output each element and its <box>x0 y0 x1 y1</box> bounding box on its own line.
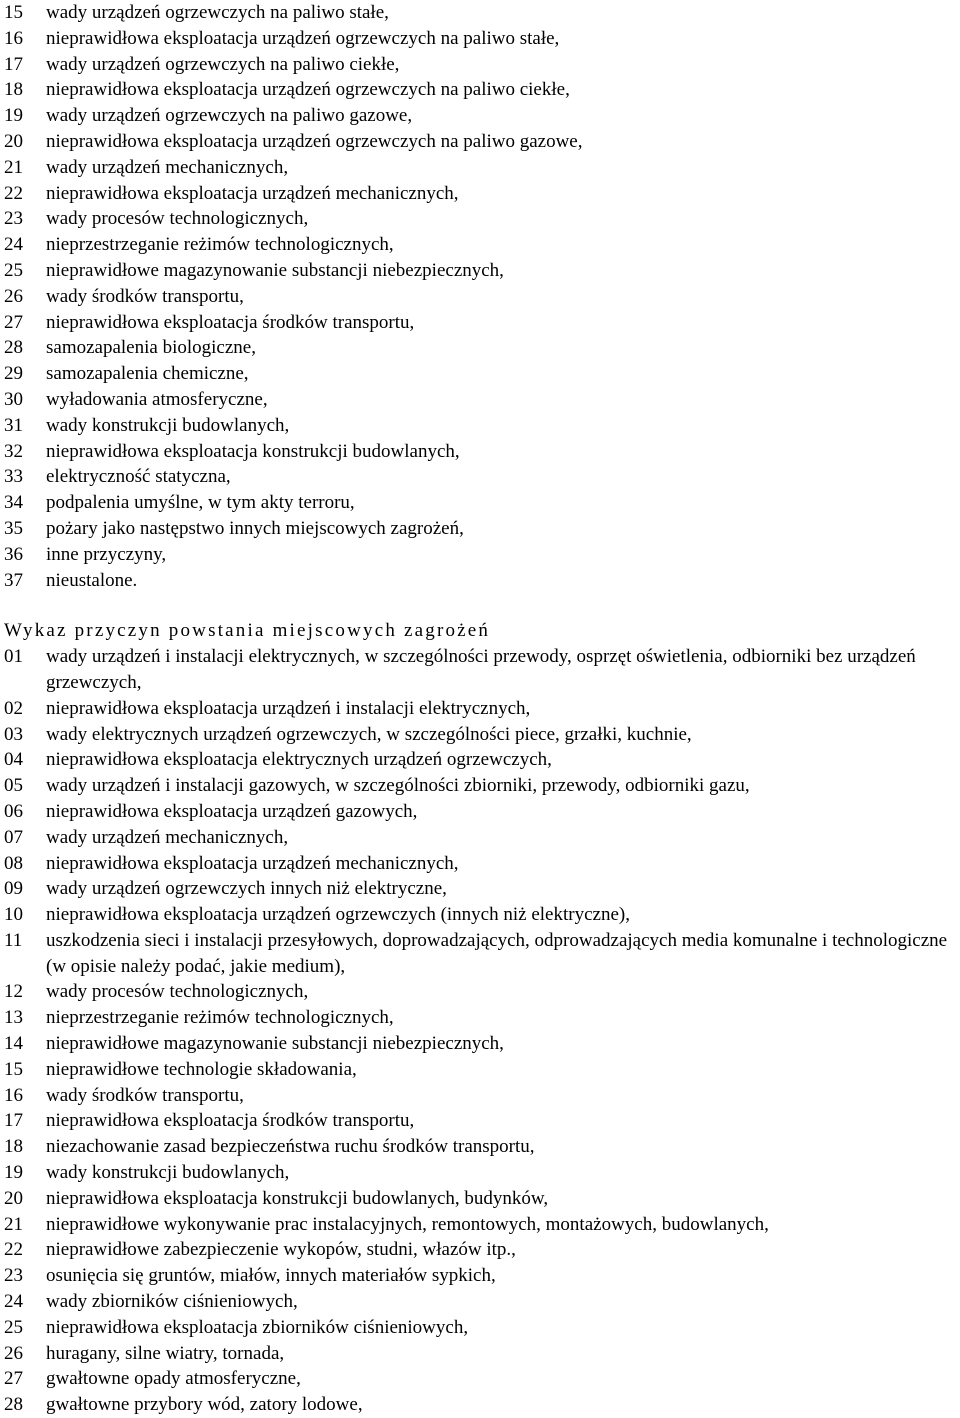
item-number: 20 <box>4 130 23 152</box>
item-number: 36 <box>4 543 23 565</box>
item-text: nieprawidłowe technologie składowania, <box>46 1058 357 1080</box>
item-text: nieprawidłowa eksploatacja urządzeń mechanicznych, <box>46 852 459 874</box>
list-item <box>0 1134 960 1160</box>
list-item <box>0 439 960 465</box>
item-text: wady procesów technologicznych, <box>46 208 309 230</box>
item-text: huragany, silne wiatry, tornada, <box>46 1342 285 1364</box>
item-number: 19 <box>4 1162 23 1184</box>
list-item <box>0 155 960 181</box>
item-number: 06 <box>4 800 23 822</box>
item-text: wady środków transportu, <box>46 1084 244 1106</box>
item-text: gwałtowne przybory wód, zatory lodowe, <box>46 1394 363 1416</box>
item-number: 30 <box>4 388 23 410</box>
list-item <box>0 387 960 413</box>
item-text: wady urządzeń mechanicznych, <box>46 826 289 848</box>
item-text: nieprawidłowa eksploatacja konstrukcji budowlanych, budynków, <box>46 1187 549 1209</box>
item-text: nieprawidłowa eksploatacja elektrycznych urządzeń ogrzewczych, <box>46 749 552 771</box>
item-text: nieprawidłowa eksploatacja urządzeń ogrzewczych na paliwo ciekłe, <box>46 79 570 101</box>
list-item <box>0 232 960 258</box>
list-item <box>0 516 960 542</box>
item-number: 23 <box>4 208 23 230</box>
item-text: uszkodzenia sieci i instalacji przesyłowych, doprowadzających, odprowadzających media komunalne i technologiczne (w opisie należy podać, jakie medium), <box>46 929 948 977</box>
local-hazard-causes-list <box>0 644 960 1418</box>
list-item <box>0 1160 960 1186</box>
list-item <box>0 464 960 490</box>
list-item <box>0 1237 960 1263</box>
item-text: inne przyczyny, <box>46 543 167 565</box>
list-item <box>0 722 960 748</box>
item-number: 25 <box>4 1316 23 1338</box>
fire-causes-list <box>0 0 960 593</box>
item-number: 20 <box>4 1187 23 1209</box>
list-item <box>0 181 960 207</box>
item-text: wady urządzeń ogrzewczych na paliwo stałe, <box>46 2 389 23</box>
item-text: nieprawidłowe zabezpieczenie wykopów, studni, włazów itp., <box>46 1239 516 1261</box>
item-number: 12 <box>4 981 23 1003</box>
list-item <box>0 413 960 439</box>
list-item <box>0 851 960 877</box>
list-item <box>0 1005 960 1031</box>
item-text: nieprawidłowa eksploatacja urządzeń ogrzewczych (innych niż elektryczne), <box>46 904 630 926</box>
item-number: 33 <box>4 466 23 488</box>
list-item <box>0 77 960 103</box>
item-number: 16 <box>4 1084 23 1106</box>
item-text: pożary jako następstwo innych miejscowych zagrożeń, <box>46 517 464 539</box>
list-item <box>0 206 960 232</box>
list-item <box>0 310 960 336</box>
list-item <box>0 284 960 310</box>
list-item <box>0 26 960 52</box>
item-number: 17 <box>4 53 23 75</box>
item-text: wady konstrukcji budowlanych, <box>46 414 290 436</box>
list-item <box>0 928 960 980</box>
item-text: gwałtowne opady atmosferyczne, <box>46 1368 301 1390</box>
item-number: 25 <box>4 259 23 281</box>
list-item <box>0 1186 960 1212</box>
list-item <box>0 1263 960 1289</box>
list-item <box>0 335 960 361</box>
item-number: 01 <box>4 646 23 668</box>
item-text: nieprawidłowa eksploatacja urządzeń i instalacji elektrycznych, <box>46 697 531 719</box>
item-text: wady elektrycznych urządzeń ogrzewczych, w szczególności piece, grzałki, kuchnie, <box>46 723 692 745</box>
list-item <box>0 129 960 155</box>
item-text: samozapalenia biologiczne, <box>46 337 256 359</box>
list-item <box>0 825 960 851</box>
item-number: 37 <box>4 569 23 591</box>
list-item <box>0 52 960 78</box>
item-number: 34 <box>4 492 23 514</box>
list-item <box>0 1392 960 1418</box>
list-item <box>0 542 960 568</box>
item-text: nieprawidłowa eksploatacja urządzeń gazowych, <box>46 800 418 822</box>
item-text: wady urządzeń ogrzewczych na paliwo gazowe, <box>46 105 413 127</box>
item-number: 18 <box>4 79 23 101</box>
item-number: 09 <box>4 878 23 900</box>
list-item <box>0 1289 960 1315</box>
item-text: nieprawidłowa eksploatacja urządzeń mechanicznych, <box>46 182 459 204</box>
item-text: wady procesów technologicznych, <box>46 981 309 1003</box>
item-text: wady urządzeń i instalacji gazowych, w szczególności zbiorniki, przewody, odbiorniki gazu, <box>46 775 750 797</box>
item-text: wady urządzeń i instalacji elektrycznych, w szczególności przewody, osprzęt oświetlenia, odbiorniki bez urządzeń grzewczych, <box>46 646 916 693</box>
item-number: 03 <box>4 723 23 745</box>
item-number: 19 <box>4 105 23 127</box>
list-item <box>0 747 960 773</box>
item-text: nieustalone. <box>46 569 138 591</box>
item-number: 31 <box>4 414 23 436</box>
item-text: wady konstrukcji budowlanych, <box>46 1162 290 1184</box>
item-number: 17 <box>4 1110 23 1132</box>
item-number: 27 <box>4 1368 23 1390</box>
item-text: elektryczność statyczna, <box>46 466 231 488</box>
item-text: nieprawidłowa eksploatacja zbiorników ciśnieniowych, <box>46 1316 469 1338</box>
item-number: 23 <box>4 1265 23 1287</box>
item-text: nieprawidłowa eksploatacja konstrukcji budowlanych, <box>46 440 460 462</box>
item-number: 16 <box>4 27 23 49</box>
list-item <box>0 1057 960 1083</box>
item-number: 15 <box>4 2 23 23</box>
item-number: 29 <box>4 363 23 385</box>
item-text: samozapalenia chemiczne, <box>46 363 249 385</box>
list-item <box>0 876 960 902</box>
item-number: 02 <box>4 697 23 719</box>
item-text: osunięcia się gruntów, miałów, innych materiałów sypkich, <box>46 1265 496 1287</box>
item-text: wady urządzeń mechanicznych, <box>46 156 289 178</box>
item-text: nieprawidłowa eksploatacja urządzeń ogrzewczych na paliwo gazowe, <box>46 130 583 152</box>
list-item <box>0 1083 960 1109</box>
list-item <box>0 1366 960 1392</box>
item-text: nieprawidłowa eksploatacja urządzeń ogrzewczych na paliwo stałe, <box>46 27 560 49</box>
list-item <box>0 568 960 594</box>
list-item <box>0 902 960 928</box>
item-text: wady urządzeń ogrzewczych innych niż elektryczne, <box>46 878 447 900</box>
item-text: wady urządzeń ogrzewczych na paliwo ciekłe, <box>46 53 400 75</box>
list-item <box>0 799 960 825</box>
item-number: 21 <box>4 1213 23 1235</box>
item-number: 32 <box>4 440 23 462</box>
item-text: nieprzestrzeganie reżimów technologicznych, <box>46 234 394 256</box>
list-item <box>0 1031 960 1057</box>
item-text: nieprawidłowa eksploatacja środków transportu, <box>46 311 415 333</box>
item-text: nieprawidłowe wykonywanie prac instalacyjnych, remontowych, montażowych, budowlanych, <box>46 1213 769 1235</box>
item-text: wyładowania atmosferyczne, <box>46 388 268 410</box>
list-item <box>0 258 960 284</box>
item-number: 24 <box>4 1291 23 1313</box>
item-number: 14 <box>4 1033 23 1055</box>
item-number: 28 <box>4 337 23 359</box>
list-item <box>0 361 960 387</box>
item-text: wady zbiorników ciśnieniowych, <box>46 1291 298 1313</box>
item-text: nieprawidłowe magazynowanie substancji niebezpiecznych, <box>46 259 504 281</box>
item-text: podpalenia umyślne, w tym akty terroru, <box>46 492 355 514</box>
item-number: 22 <box>4 1239 23 1261</box>
item-number: 15 <box>4 1058 23 1080</box>
item-number: 13 <box>4 1007 23 1029</box>
list-item <box>0 1315 960 1341</box>
item-number: 08 <box>4 852 23 874</box>
list-item <box>0 490 960 516</box>
item-number: 26 <box>4 1342 23 1364</box>
item-number: 11 <box>4 929 23 951</box>
section-title: Wykaz przyczyn powstania miejscowych zagrożeń <box>4 620 491 642</box>
list-item <box>0 103 960 129</box>
item-number: 22 <box>4 182 23 204</box>
item-number: 28 <box>4 1394 23 1416</box>
item-number: 35 <box>4 517 23 539</box>
list-item <box>0 696 960 722</box>
item-text: nieprawidłowa eksploatacja środków transportu, <box>46 1110 415 1132</box>
item-number: 27 <box>4 311 23 333</box>
list-item <box>0 0 960 26</box>
list-item <box>0 1341 960 1367</box>
item-text: nieprzestrzeganie reżimów technologicznych, <box>46 1007 394 1029</box>
list-item <box>0 1108 960 1134</box>
item-number: 18 <box>4 1136 23 1158</box>
item-number: 21 <box>4 156 23 178</box>
list-item <box>0 1212 960 1238</box>
item-text: nieprawidłowe magazynowanie substancji niebezpiecznych, <box>46 1033 504 1055</box>
item-text: wady środków transportu, <box>46 285 244 307</box>
list-item <box>0 773 960 799</box>
item-number: 26 <box>4 285 23 307</box>
item-number: 05 <box>4 775 23 797</box>
list-item <box>0 644 960 696</box>
item-number: 04 <box>4 749 23 771</box>
item-number: 07 <box>4 826 23 848</box>
list-item <box>0 979 960 1005</box>
item-number: 10 <box>4 904 23 926</box>
item-number: 24 <box>4 234 23 256</box>
item-text: niezachowanie zasad bezpieczeństwa ruchu środków transportu, <box>46 1136 535 1158</box>
